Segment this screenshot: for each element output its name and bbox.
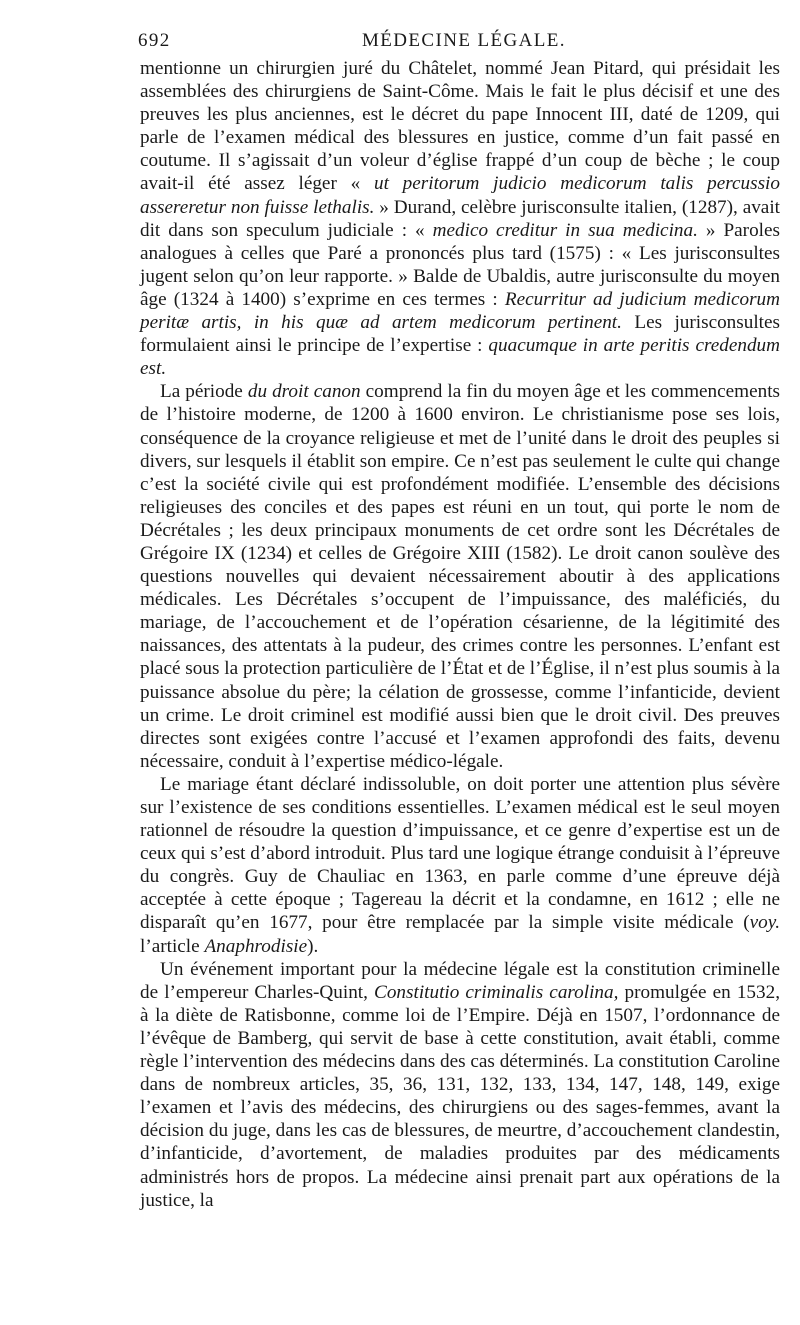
text-run: mentionne un chirurgien juré du Châtelet, nommé Jean Pitard, qui présidait les assemblées des chirurgiens de Saint-Côme. Mais le fait le plus décisif et une des preuves les plus anciennes, est le décret du pape Innocent III, daté de 1209, qui parle de l’examen médical des blessures en justice, comme d’un fait passé en coutume. Il s’agissait d’un voleur d’église frappé d’un coup de bèche ; le coup avait-il été assez léger « bbox=[140, 58, 780, 195]
italic-run: voy. bbox=[749, 912, 780, 934]
text-run: » Durand, celèbre jurisconsulte italien, (1287), avait dit dans son speculum judiciale : « bbox=[140, 196, 780, 241]
italic-run: quacumque in arte peritis credendum est. bbox=[140, 335, 780, 380]
text-run: Le mariage étant déclaré indissoluble, on doit porter une attention plus sévère sur l’existence de ses conditions essentielles. L’examen médical est le seul moyen rationnel de résoudre la question d’impuissance, et ce genre d’expertise est un de ceux qui s’est d’abord introduit. Plus tard une logique étrange conduisit à l’épreuve du congrès. Guy de Chauliac en 1363, en parle comme d’une épreuve déjà acceptée à cette époque ; Tagereau la décrit et la condamne, en 1612 ; elle ne disparaît qu’en 1677, pour être remplacée par la simple visite médicale ( bbox=[140, 773, 780, 934]
italic-run: Constitutio criminalis carolina, bbox=[374, 981, 619, 1003]
page-number: 692 bbox=[138, 30, 171, 51]
text-run: Les jurisconsultes formulaient ainsi le principe de l’expertise : bbox=[140, 312, 780, 357]
paragraph-1 bbox=[140, 57, 780, 380]
italic-run: ut peritorum judicio medicorum talis percussio assereretur non fuisse lethalis. bbox=[140, 173, 780, 218]
text-run: promulgée en 1532, à la diète de Ratisbonne, comme loi de l’Empire. Déjà en 1507, l’ordonnance de l’évêque de Bamberg, qui servit de base à cette constitution, avait établi, comme règle l’intervention des médecins dans des cas déterminés. La constitution Caroline dans de nombreux articles, 35, 36, 131, 132, 133, 134, 147, 148, 149, exige l’examen et l’avis des médecins, des chirurgiens ou des sages-femmes, avant la décision du juge, dans les cas de blessures, de meurtre, d’accouchement clandestin, d’infanticide, d’avortement, de maladies produites par des médicaments administrés hors de propos. La médecine ainsi prenait part aux opérations de la justice, la bbox=[140, 981, 781, 1211]
italic-run: medico creditur in sua medicina. bbox=[432, 219, 698, 241]
text-run: Un événement important pour la médecine légale est la constitution criminelle de l’empereur Charles-Quint, bbox=[140, 958, 780, 1003]
paragraph-3 bbox=[140, 773, 780, 958]
italic-run: Anaphrodisie bbox=[204, 935, 308, 957]
text-run: La période bbox=[160, 381, 248, 403]
paragraph-4 bbox=[140, 958, 780, 1212]
text-run: » Paroles analogues à celles que Paré a prononcés plus tard (1575) : « Les jurisconsultes jugent selon qu’on leur rapporte. » Balde de Ubaldis, autre jurisconsulte du moyen âge (1324 à 1400) s’exprime en ces termes : bbox=[140, 219, 780, 310]
text-run: ). bbox=[307, 935, 319, 957]
page-header bbox=[138, 30, 778, 54]
italic-run: du droit canon bbox=[247, 381, 361, 403]
paragraph-2 bbox=[140, 380, 780, 773]
text-run: comprend la fin du moyen âge et les commencements de l’histoire moderne, de 1200 à 1600 environ. Le christianisme pose ses lois, conséquence de la croyance religieuse et met de l’unité dans le droit des peuples si divers, sur lesquels il établit son empire. Ce n’est pas seulement le culte qui change c’est la société civile qui est profondément modifiée. L’ensemble des décisions religieuses des conciles et des papes est réuni en un tout, qui porte le nom de Décrétales ; les deux principaux monuments de cet ordre sont les Décrétales de Grégoire IX (1234) et celles de Grégoire XIII (1582). Le droit canon soulève des questions nouvelles qui devaient nécessairement aboutir à des applications médicales. Les Décrétales s’occupent de l’impuissance, des maléficiés, du mariage, de l’accouchement et de l’opération césarienne, de la légitimité des naissances, des attentats à la pudeur, des crimes contre les personnes. L’enfant est placé sous la protection particulière de l’État et de l’Église, il n’est plus soumis à la puissance absolue du père; la célation de grossesse, comme l’infanticide, devient un crime. Le droit criminel est modifié aussi bien que le droit civil. Des preuves directes sont exigées contre l’accusé et l’examen approfondi des faits, devenu nécessaire, conduit à l’expertise médico-légale. bbox=[140, 381, 780, 772]
running-title: MÉDECINE LÉGALE. bbox=[362, 30, 566, 51]
text-run: l’article bbox=[140, 935, 205, 957]
italic-run: Recurritur ad judicium medicorum peritæ artis, in his quæ ad artem medicorum pertinent. bbox=[140, 288, 780, 334]
body-text bbox=[140, 57, 780, 1212]
